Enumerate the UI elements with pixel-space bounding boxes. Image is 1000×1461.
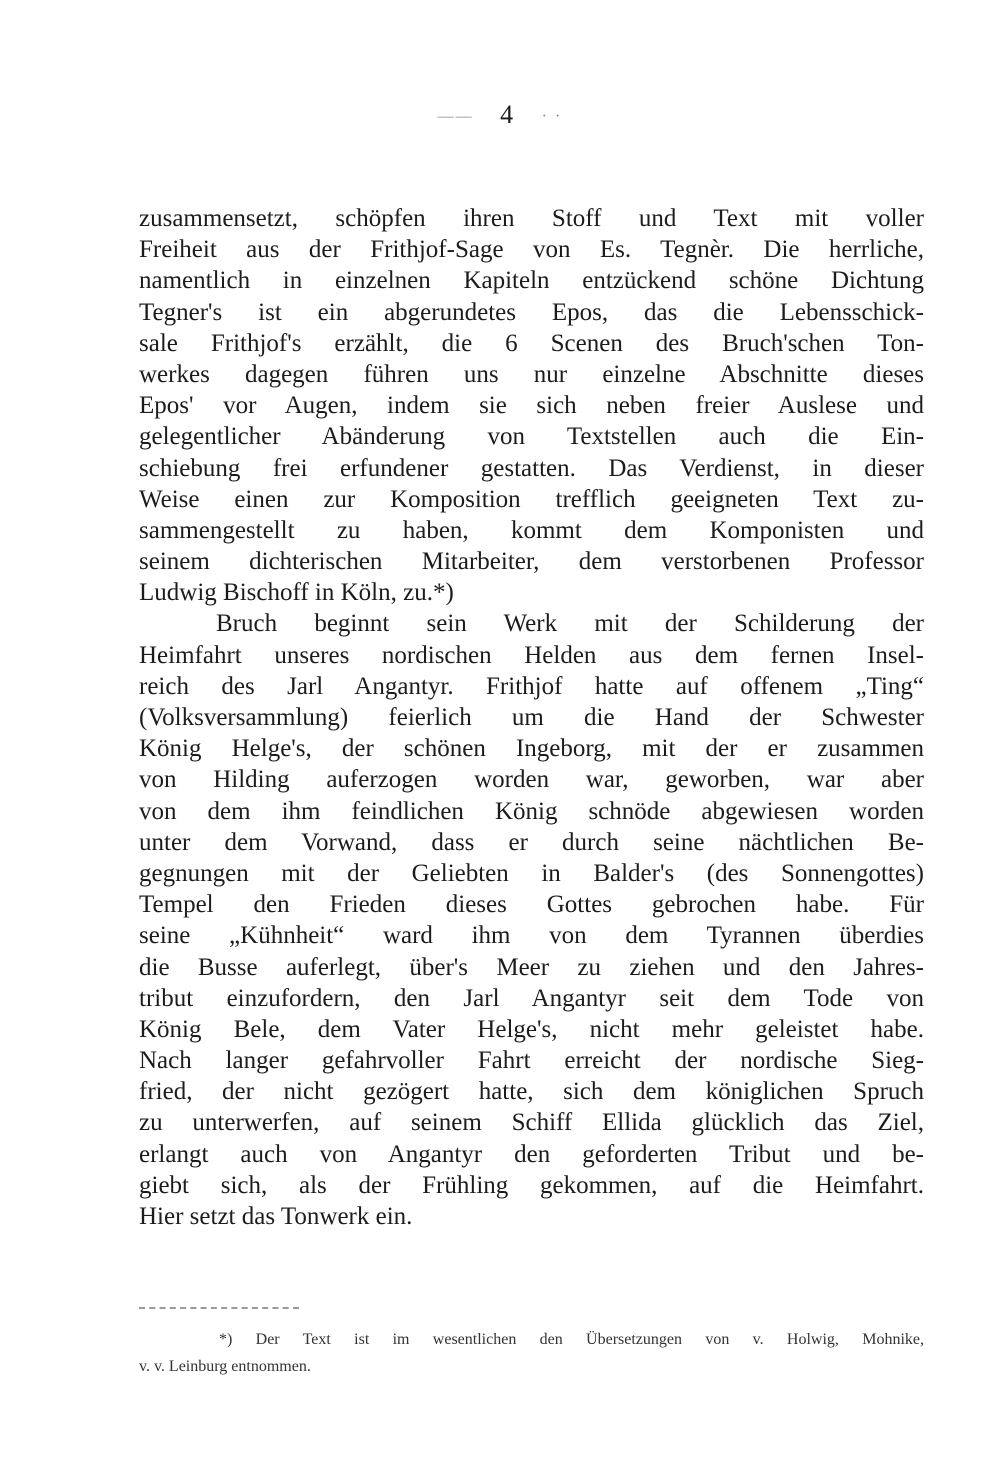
text-line: König Helge's, der schönen Ingeborg, mit der er zusammen xyxy=(139,735,924,763)
text-line: von Hilding auferzogen worden war, geworben, war aber xyxy=(139,766,924,794)
footnote-line: *) Der Text ist im wesentlichen den Übersetzungen von v. Holwig, Mohnike, xyxy=(219,1331,924,1348)
footnote xyxy=(139,1326,924,1380)
text-line: Heimfahrt unseres nordischen Helden aus dem fernen Insel- xyxy=(139,641,924,669)
footnote-divider xyxy=(139,1307,299,1309)
text-line: gegnungen mit der Geliebten in Balder's (des Sonnengottes) xyxy=(139,859,924,887)
text-line: Epos' vor Augen, indem sie sich neben freier Auslese und xyxy=(139,392,924,420)
text-line: Tempel den Frieden dieses Gottes gebrochen habe. Für xyxy=(139,891,924,919)
text-line: unter dem Vorwand, dass er durch seine nächtlichen Be- xyxy=(139,828,924,856)
text-line: Nach langer gefahrvoller Fahrt erreicht der nordische Sieg- xyxy=(139,1047,924,1075)
text-line: schiebung frei erfundener gestatten. Das Verdienst, in dieser xyxy=(139,454,924,482)
page-header xyxy=(0,100,1000,130)
page-number: 4 xyxy=(500,100,516,129)
text-line: fried, der nicht gezögert hatte, sich dem königlichen Spruch xyxy=(139,1078,924,1106)
text-line: erlangt auch von Angantyr den geforderten Tribut und be- xyxy=(139,1140,924,1168)
header-dash-right: · · xyxy=(523,108,563,126)
text-line: von dem ihm feindlichen König schnöde abgewiesen worden xyxy=(139,797,924,825)
paragraph-2 xyxy=(139,608,924,1232)
text-line: seine „Kühnheit“ ward ihm von dem Tyrannen überdies xyxy=(139,922,924,950)
text-line: sale Frithjof's erzählt, die 6 Scenen des Bruch'schen Ton- xyxy=(139,329,924,357)
text-line: Ludwig Bischoff in Köln, zu.*) xyxy=(139,579,454,607)
text-line: (Volksversammlung) feierlich um die Hand der Schwester xyxy=(139,704,924,731)
text-line: tribut einzufordern, den Jarl Angantyr seit dem Tode von xyxy=(139,984,924,1012)
text-line: Tegner's ist ein abgerundetes Epos, das die Lebensschick- xyxy=(139,298,924,326)
text-line: werkes dagegen führen uns nur einzelne Abschnitte dieses xyxy=(139,360,924,388)
body-text xyxy=(139,203,924,1232)
text-line: Freiheit aus der Frithjof-Sage von Es. Tegnèr. Die herrliche, xyxy=(139,236,924,264)
text-line: die Busse auferlegt, über's Meer zu ziehen und den Jahres- xyxy=(139,953,924,981)
text-line: Hier setzt das Tonwerk ein. xyxy=(139,1203,413,1230)
text-line: König Bele, dem Vater Helge's, nicht mehr geleistet habe. xyxy=(139,1015,924,1043)
text-line: Weise einen zur Komposition trefflich geeigneten Text zu- xyxy=(139,485,924,513)
header-dash-left: —— xyxy=(437,108,492,126)
text-line: seinem dichterischen Mitarbeiter, dem verstorbenen Professor xyxy=(139,548,924,576)
footnote-line: v. v. Leinburg entnommen. xyxy=(139,1358,311,1375)
text-line: reich des Jarl Angantyr. Frithjof hatte auf offenem „Ting“ xyxy=(139,672,924,700)
text-line: namentlich in einzelnen Kapiteln entzückend schöne Dichtung xyxy=(139,267,924,295)
paragraph-1 xyxy=(139,203,924,608)
text-line: giebt sich, als der Frühling gekommen, auf die Heimfahrt. xyxy=(139,1171,924,1199)
text-line: sammengestellt zu haben, kommt dem Komponisten und xyxy=(139,516,924,544)
text-line: zusammensetzt, schöpfen ihren Stoff und Text mit voller xyxy=(139,205,924,232)
text-line: gelegentlicher Abänderung von Textstellen auch die Ein- xyxy=(139,423,924,451)
text-line: Bruch beginnt sein Werk mit der Schilderung der xyxy=(216,610,924,638)
text-line: zu unterwerfen, auf seinem Schiff Ellida glücklich das Ziel, xyxy=(139,1109,924,1137)
